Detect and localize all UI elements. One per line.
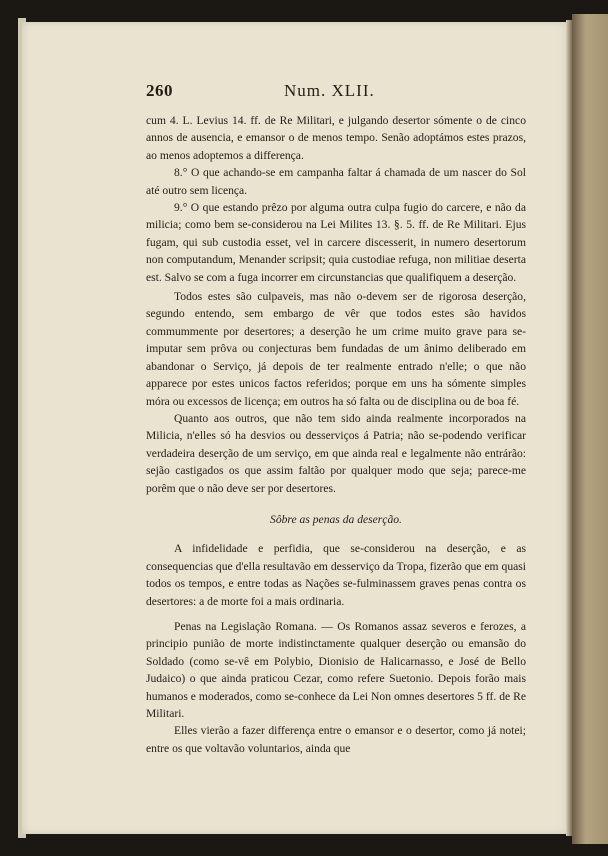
paragraph-legislacao-romana: Penas na Legislação Romana. — Os Romanos assaz severos e ferozes, a principio punião de morte indistinctamente qualquer deserção ou emansão do Soldado (como se-vê em Polybio, Dionisio de Halicarnasso, e José de Bello Judaico) o que ainda praticou Cezar, como refere Suetonio. Depois forão mais humanos e moderados, como se-conhece da Lei Non omnes desertores 5 ff. de Re Militari. <box>146 619 526 720</box>
paragraph-infidelidade: A infidelidade e perfidia, que se-considerou na deserção, e as consequencias que d'ella resultavão em desserviço da Tropa, fizerão que em quasi todos os tempos, e entre todas as Nações se-fulminassem graves penas contra os desertores: a de morte foi a mais ordinaria. <box>146 542 526 608</box>
page-number: 260 <box>146 81 173 100</box>
page-text-block <box>146 82 526 757</box>
running-title: Num. XLII. <box>284 81 375 100</box>
facing-page-edge <box>572 14 608 844</box>
paragraph-culpaveis: Todos estes são culpaveis, mas não o-devem ser de rigorosa deserção, segundo entendo, sem embargo de vêr que todos estes são havidos commummente por desertores; a deserção he um crime muito grave para se-imputar sem prôva ou conjecturas bem fundadas de um ânimo deliberado em abandonar o Serviço, já depois de ter realmente entrado n'elle; o que não apparece por estes unicos factos referidos; porque em uns ha sómente simples móra ou excessos de licença; em outros ha só falta ou de disciplina ou de boa fé. <box>146 290 526 408</box>
paragraph-item-8: 8.° O que achando-se em campanha faltar á chamada de um nascer do Sol até outro sem licença. <box>146 166 526 197</box>
paragraph-outros: Quanto aos outros, que não tem sido ainda realmente incorporados na Milicia, n'elles só ha desvios ou desserviços á Patria; não se-podendo verificar verdadeira deserção de um serviço, em que ainda real e legalmente não entrárão: sejão castigados os que assim faltão por qualquer modo que seja; parece-me porêm que o não deve ser por desertores. <box>146 411 526 495</box>
paragraph-item-9: 9.° O que estando prêzo por alguma outra culpa fugio do carcere, e não da milicia; como bem se-considerou na Lei Milites 13. §. 5. ff. de Re Militari. Ejus fugam, qui sub custodia esset, vel in carcere discesserit, in numero desertorum non computandum, Menander scripsit; quia custodiae refuga, non militiae deserta est. Salvo se com a fuga incorrer em circunstancias que qualifiquem a deserção. <box>146 201 526 284</box>
page-header <box>146 82 526 108</box>
paragraph-emansor: Elles vierão a fazer differença entre o emansor e o desertor, como já notei; entre os que voltavão voluntarios, ainda que <box>146 724 526 755</box>
paragraph-continuation: cum 4. L. Levius 14. ff. de Re Militari, e julgando desertor sómente o de cinco annos de ausencia, e emansor o de menos tempo. Senão adoptámos estes prazos, ao menos adoptemos a differença. <box>146 114 526 162</box>
section-heading: Sôbre as penas da deserção. <box>270 512 402 526</box>
